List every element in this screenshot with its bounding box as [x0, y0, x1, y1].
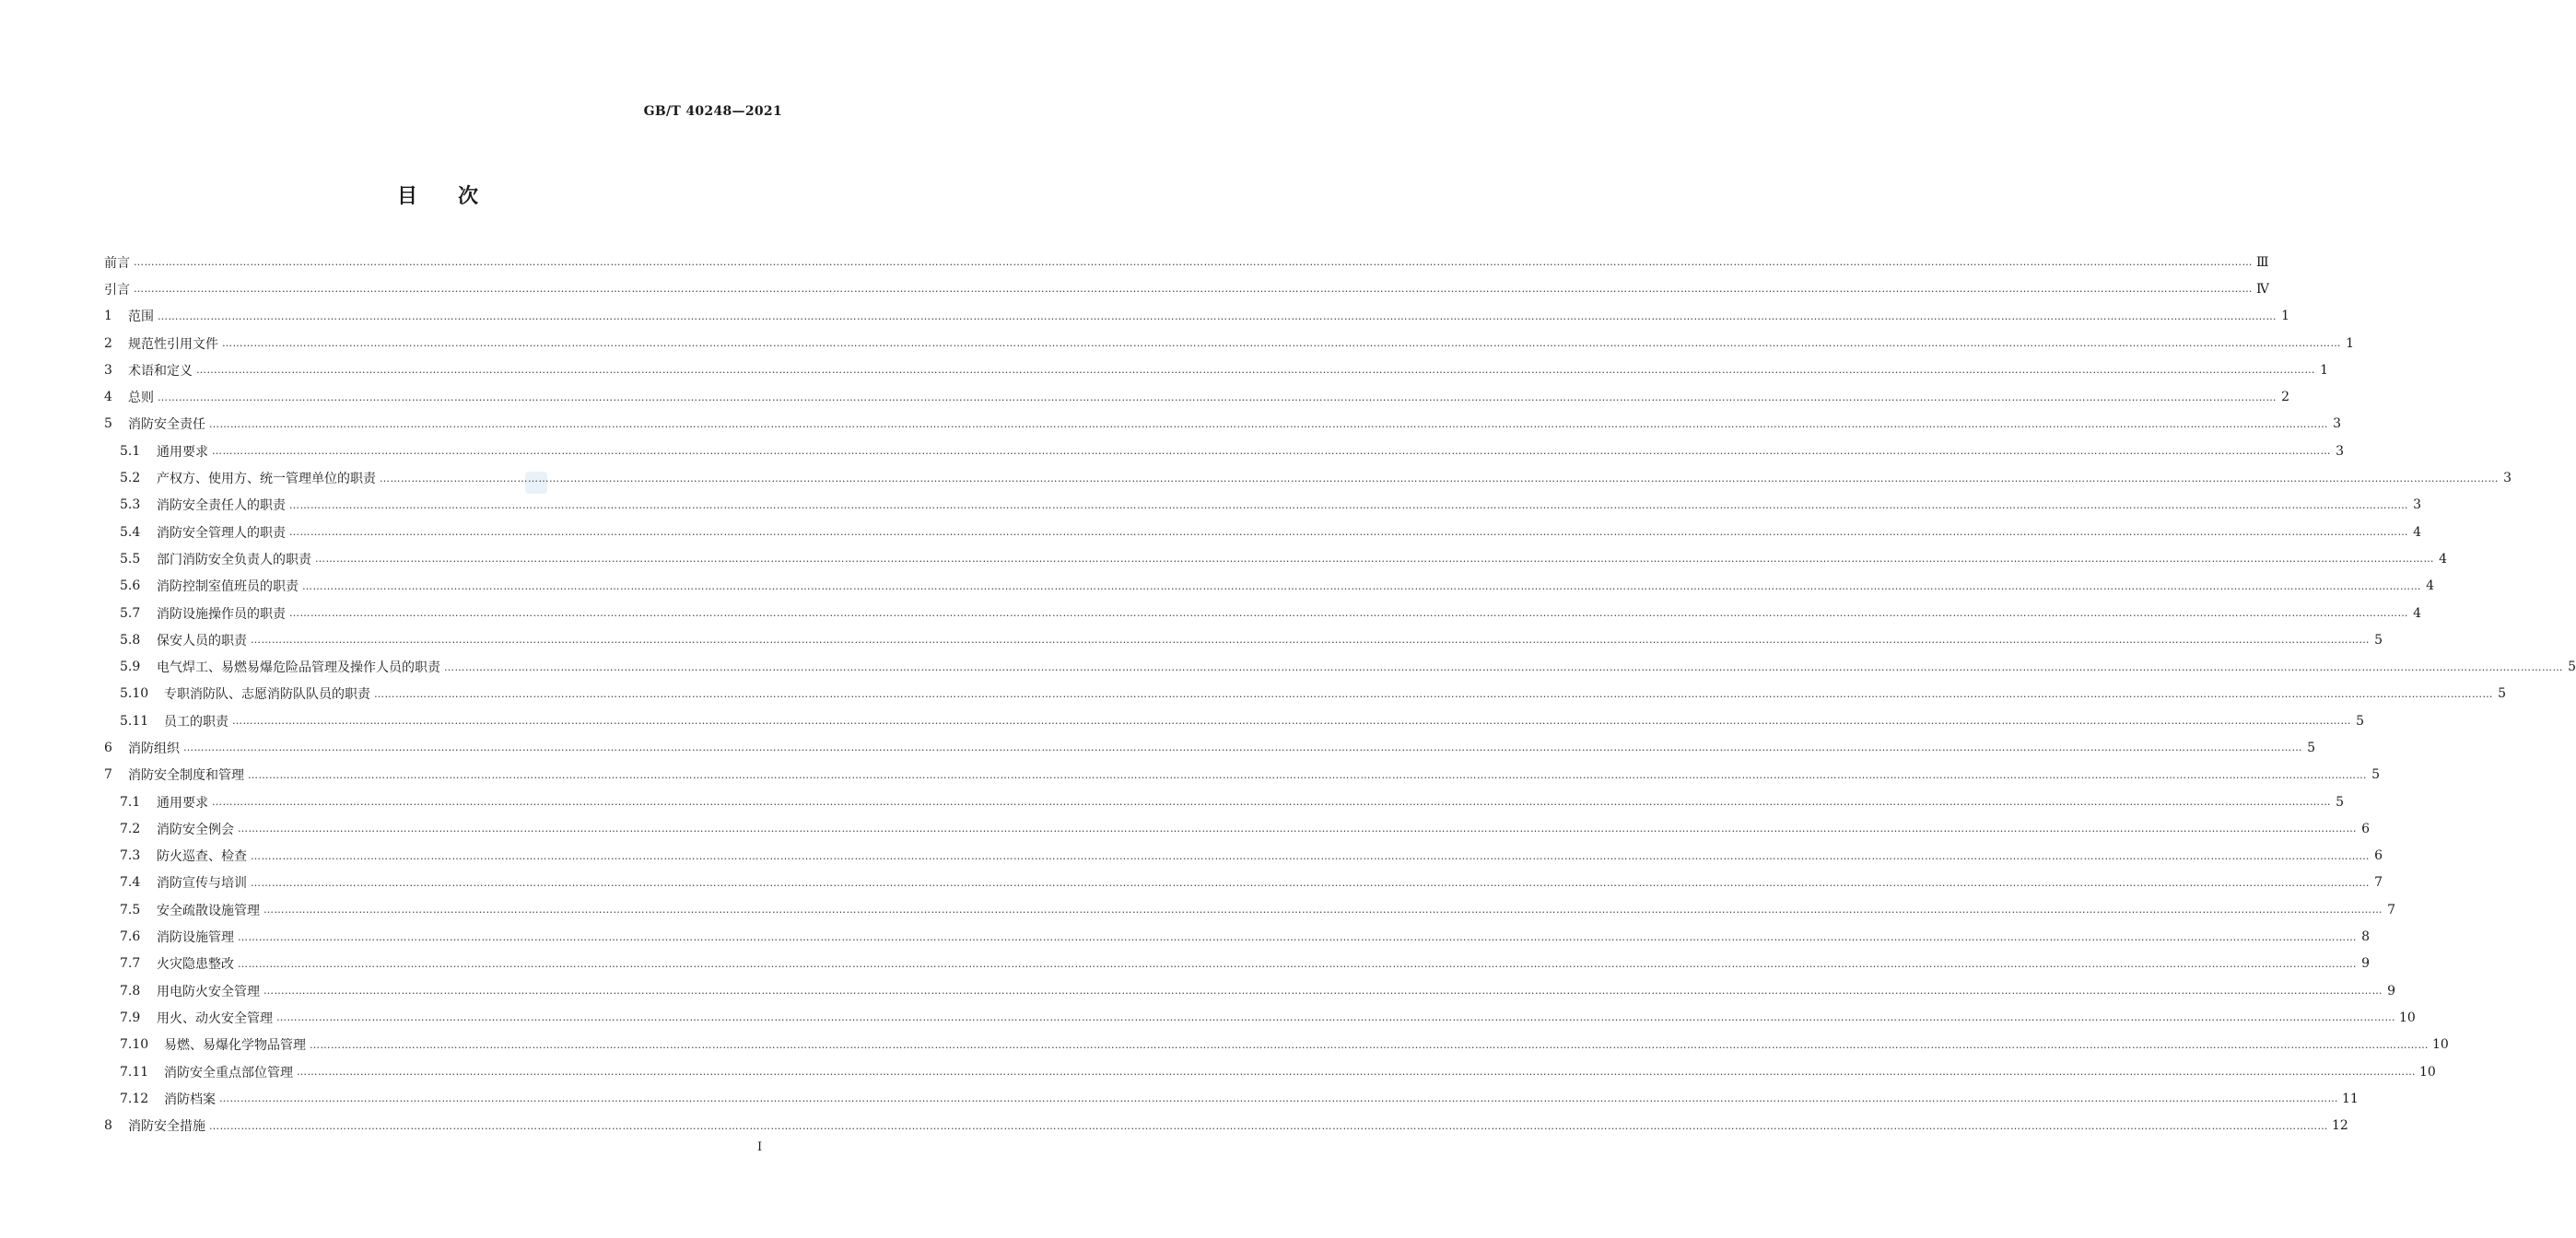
toc-leader-dots: ……………………………………………………………………………………………………………………………………………………………………………………………………………………………………………………………………………………………………………………………………………………………………………………………………………………………………………………………………………………………………………………………………………………	[374, 687, 2493, 700]
toc-entry-label: 消防宣传与培训	[157, 876, 247, 892]
toc-entry-number: 5.9	[120, 660, 141, 675]
toc-leader-dots: ……………………………………………………………………………………………………………………………………………………………………………………………………………………………………………………………………………………………………………………………………………………………………………………………………………………………………………………………………………………………………………………………………………………	[134, 283, 2253, 296]
toc-entry-page: 3	[2413, 497, 2421, 513]
toc-entry-page: 3	[2503, 471, 2512, 486]
footer-page-number: I	[757, 1140, 763, 1154]
toc-entry-number: 7.7	[120, 956, 141, 972]
toc-entry-label: 专职消防队、志愿消防队队员的职责	[164, 687, 370, 703]
toc-entry[interactable]	[104, 653, 2576, 680]
toc-entry-label: 产权方、使用方、统一管理单位的职责	[157, 472, 376, 487]
toc-entry-number: 2	[104, 335, 112, 351]
toc-entry-label: 范围	[128, 310, 154, 325]
toc-leader-dots: ……………………………………………………………………………………………………………………………………………………………………………………………………………………………………………………………………………………………………………………………………………………………………………………………………………………………………………………………………………………………………………………………………………………	[238, 957, 2357, 970]
toc-entry[interactable]	[104, 788, 2344, 815]
toc-entry-number: 7.12	[120, 1091, 149, 1106]
toc-entry-label: 消防组织	[128, 741, 180, 756]
toc-entry-label: 消防安全例会	[157, 822, 234, 837]
toc-entry-page: 6	[2361, 821, 2370, 836]
toc-entry-page: 5	[2307, 740, 2315, 755]
toc-entry-label: 消防安全管理人的职责	[157, 525, 286, 541]
toc-entry-number: 5.11	[120, 713, 149, 729]
toc-entry-page: 3	[2333, 416, 2341, 432]
toc-entry-number: 7.11	[120, 1064, 149, 1080]
toc-entry-page: 1	[2320, 362, 2328, 378]
toc-entry-number: 5.3	[120, 497, 141, 513]
toc-leader-dots: ……………………………………………………………………………………………………………………………………………………………………………………………………………………………………………………………………………………………………………………………………………………………………………………………………………………………………………………………………………………………………………………………………………………	[263, 904, 2383, 917]
toc-entry-label: 消防控制室值班员的职责	[157, 579, 299, 595]
toc-entry-page: 10	[2419, 1064, 2436, 1080]
toc-leader-dots: ……………………………………………………………………………………………………………………………………………………………………………………………………………………………………………………………………………………………………………………………………………………………………………………………………………………………………………………………………………………………………………………………………………………	[251, 634, 2370, 647]
toc-entry-label: 用电防火安全管理	[157, 984, 260, 999]
toc-entry[interactable]	[104, 707, 2364, 734]
toc-leader-dots: ……………………………………………………………………………………………………………………………………………………………………………………………………………………………………………………………………………………………………………………………………………………………………………………………………………………………………………………………………………………………………………………………………………………	[297, 1066, 2416, 1079]
toc-entry-number: 5.1	[120, 443, 141, 459]
toc-entry-page: 4	[2413, 605, 2421, 621]
toc-entry-number: 5.5	[120, 551, 141, 566]
toc-entry-page: 4	[2426, 578, 2434, 594]
toc-entry[interactable]	[104, 1004, 2416, 1031]
toc-entry[interactable]	[104, 626, 2383, 653]
toc-entry[interactable]	[104, 411, 2341, 438]
toc-entry-label: 通用要求	[157, 795, 208, 811]
toc-entry-number: 7.4	[120, 875, 141, 891]
toc-entry[interactable]	[104, 870, 2383, 896]
toc-entry-page: 10	[2432, 1037, 2449, 1053]
toc-entry[interactable]	[104, 1032, 2449, 1058]
toc-leader-dots: ……………………………………………………………………………………………………………………………………………………………………………………………………………………………………………………………………………………………………………………………………………………………………………………………………………………………………………………………………………………………………………………………………………………	[289, 526, 2408, 539]
toc-entry[interactable]	[104, 303, 2289, 330]
toc-leader-dots: ……………………………………………………………………………………………………………………………………………………………………………………………………………………………………………………………………………………………………………………………………………………………………………………………………………………………………………………………………………………………………………………………………………………	[212, 796, 2331, 809]
toc-entry-page: 9	[2361, 956, 2370, 972]
toc-entry-label: 用火、动火安全管理	[157, 1010, 273, 1026]
toc-leader-dots: ……………………………………………………………………………………………………………………………………………………………………………………………………………………………………………………………………………………………………………………………………………………………………………………………………………………………………………………………………………………………………………………………………………………	[444, 660, 2563, 673]
toc-entry-label: 总则	[128, 391, 154, 406]
toc-leader-dots: ……………………………………………………………………………………………………………………………………………………………………………………………………………………………………………………………………………………………………………………………………………………………………………………………………………………………………………………………………………………………………………………………………………………	[212, 445, 2331, 458]
toc-entry-label: 消防安全责任	[128, 417, 205, 433]
table-of-contents	[104, 249, 2576, 1139]
toc-entry-number: 5.10	[120, 686, 149, 702]
toc-leader-dots: ……………………………………………………………………………………………………………………………………………………………………………………………………………………………………………………………………………………………………………………………………………………………………………………………………………………………………………………………………………………………………………………………………………………	[232, 715, 2351, 728]
toc-entry-label: 电气焊工、易燃易爆危险品管理及操作人员的职责	[157, 660, 440, 676]
toc-entry[interactable]	[104, 438, 2344, 464]
toc-entry-number: 7	[104, 767, 112, 783]
toc-leader-dots: ……………………………………………………………………………………………………………………………………………………………………………………………………………………………………………………………………………………………………………………………………………………………………………………………………………………………………………………………………………………………………………………………………………………	[263, 985, 2383, 998]
toc-entry[interactable]	[104, 923, 2370, 950]
toc-entry-number: 5.6	[120, 578, 141, 594]
toc-entry-number: 7.8	[120, 983, 141, 999]
toc-entry-label: 消防安全重点部位管理	[164, 1065, 293, 1080]
toc-entry-number: 7.1	[120, 794, 141, 810]
toc-entry[interactable]	[104, 330, 2354, 356]
toc-entry-page: 5	[2374, 632, 2383, 648]
toc-entry-number: 1	[104, 309, 112, 324]
toc-entry[interactable]	[104, 977, 2395, 1004]
toc-entry-number: 4	[104, 390, 112, 405]
toc-leader-dots: ……………………………………………………………………………………………………………………………………………………………………………………………………………………………………………………………………………………………………………………………………………………………………………………………………………………………………………………………………………………………………………………………………………………	[380, 472, 2499, 485]
toc-entry-number: 5.2	[120, 471, 141, 486]
toc-entry[interactable]	[104, 1058, 2436, 1085]
toc-leader-dots: ……………………………………………………………………………………………………………………………………………………………………………………………………………………………………………………………………………………………………………………………………………………………………………………………………………………………………………………………………………………………………………………………………………………	[158, 391, 2277, 403]
toc-entry[interactable]	[104, 275, 2269, 302]
toc-entry-label: 安全疏散设施管理	[157, 903, 260, 918]
toc-entry[interactable]	[104, 734, 2315, 761]
toc-entry-page: 5	[2498, 686, 2506, 702]
page-title: 目 次	[396, 185, 478, 208]
toc-entry-page: 1	[2281, 309, 2289, 324]
toc-entry-label: 消防安全措施	[128, 1119, 205, 1135]
toc-leader-dots: ……………………………………………………………………………………………………………………………………………………………………………………………………………………………………………………………………………………………………………………………………………………………………………………………………………………………………………………………………………………………………………………………………………………	[183, 742, 2302, 754]
toc-entry-number: 5	[104, 416, 112, 432]
toc-leader-dots: ……………………………………………………………………………………………………………………………………………………………………………………………………………………………………………………………………………………………………………………………………………………………………………………………………………………………………………………………………………………………………………………………………………………	[158, 310, 2277, 322]
toc-entry-page: 11	[2342, 1091, 2359, 1106]
toc-leader-dots: ……………………………………………………………………………………………………………………………………………………………………………………………………………………………………………………………………………………………………………………………………………………………………………………………………………………………………………………………………………………………………………………………………………………	[196, 364, 2315, 377]
toc-leader-dots: ……………………………………………………………………………………………………………………………………………………………………………………………………………………………………………………………………………………………………………………………………………………………………………………………………………………………………………………………………………………………………………………………………………………	[134, 256, 2253, 269]
toc-entry-label: 前言	[104, 255, 130, 271]
toc-entry-number: 8	[104, 1118, 112, 1134]
toc-entry-number: 5.4	[120, 524, 141, 540]
toc-entry-page: 9	[2387, 983, 2395, 999]
toc-entry-number: 3	[104, 362, 112, 378]
toc-entry-page: 2	[2281, 390, 2289, 405]
toc-leader-dots: ……………………………………………………………………………………………………………………………………………………………………………………………………………………………………………………………………………………………………………………………………………………………………………………………………………………………………………………………………………………………………………………………………………………	[209, 417, 2328, 430]
toc-entry[interactable]	[104, 492, 2421, 519]
toc-entry-page: 10	[2399, 1010, 2416, 1025]
toc-leader-dots: ……………………………………………………………………………………………………………………………………………………………………………………………………………………………………………………………………………………………………………………………………………………………………………………………………………………………………………………………………………………………………………………………………………………	[251, 876, 2370, 889]
toc-entry-label: 消防设施操作员的职责	[157, 606, 286, 622]
toc-entry-number: 7.9	[120, 1010, 141, 1025]
toc-entry-page: 5	[2371, 767, 2380, 783]
toc-entry-label: 消防安全制度和管理	[128, 768, 244, 784]
toc-entry-label: 消防设施管理	[157, 930, 234, 946]
toc-leader-dots: ……………………………………………………………………………………………………………………………………………………………………………………………………………………………………………………………………………………………………………………………………………………………………………………………………………………………………………………………………………………………………………………………………………………	[302, 579, 2421, 592]
toc-entry-page: 1	[2346, 335, 2354, 351]
toc-entry-page: 4	[2439, 551, 2447, 566]
toc-entry-page: 6	[2374, 848, 2383, 864]
toc-entry-page: Ⅳ	[2256, 281, 2269, 297]
toc-leader-dots: ……………………………………………………………………………………………………………………………………………………………………………………………………………………………………………………………………………………………………………………………………………………………………………………………………………………………………………………………………………………………………………………………………………………	[251, 849, 2370, 862]
toc-leader-dots: ……………………………………………………………………………………………………………………………………………………………………………………………………………………………………………………………………………………………………………………………………………………………………………………………………………………………………………………………………………………………………………………………………………………	[219, 1092, 2338, 1105]
toc-entry[interactable]	[104, 356, 2328, 383]
toc-entry[interactable]	[104, 383, 2289, 410]
toc-entry[interactable]	[104, 896, 2395, 923]
toc-leader-dots: ……………………………………………………………………………………………………………………………………………………………………………………………………………………………………………………………………………………………………………………………………………………………………………………………………………………………………………………………………………………………………………………………………………………	[289, 498, 2408, 511]
toc-entry[interactable]	[104, 815, 2370, 842]
toc-entry-number: 7.5	[120, 902, 141, 917]
toc-entry-label: 消防档案	[164, 1092, 216, 1107]
toc-entry-page: 7	[2374, 875, 2383, 891]
toc-entry-label: 术语和定义	[128, 363, 193, 379]
toc-leader-dots: ……………………………………………………………………………………………………………………………………………………………………………………………………………………………………………………………………………………………………………………………………………………………………………………………………………………………………………………………………………………………………………………………………………………	[238, 823, 2357, 835]
toc-entry-page: 5	[2336, 794, 2344, 810]
toc-entry-label: 防火巡查、检查	[157, 849, 247, 865]
toc-entry-page: 5	[2568, 660, 2576, 675]
toc-entry-number: 7.2	[120, 821, 141, 836]
toc-entry-label: 规范性引用文件	[128, 336, 218, 352]
toc-entry-label: 保安人员的职责	[157, 633, 247, 648]
toc-entry-page: 5	[2356, 713, 2364, 729]
toc-leader-dots: ……………………………………………………………………………………………………………………………………………………………………………………………………………………………………………………………………………………………………………………………………………………………………………………………………………………………………………………………………………………………………………………………………………………	[315, 553, 2434, 566]
toc-entry[interactable]	[104, 573, 2434, 600]
standard-code: GB/T 40248—2021	[643, 104, 782, 119]
toc-entry-label: 消防安全责任人的职责	[157, 498, 286, 514]
toc-leader-dots: ……………………………………………………………………………………………………………………………………………………………………………………………………………………………………………………………………………………………………………………………………………………………………………………………………………………………………………………………………………………………………………………………………………………	[209, 1119, 2328, 1132]
toc-entry-number: 6	[104, 740, 112, 755]
toc-entry-page: 7	[2387, 902, 2395, 917]
toc-entry[interactable]	[104, 843, 2383, 870]
toc-leader-dots: ……………………………………………………………………………………………………………………………………………………………………………………………………………………………………………………………………………………………………………………………………………………………………………………………………………………………………………………………………………………………………………………………………………………	[289, 607, 2408, 619]
toc-entry-page: 4	[2413, 524, 2421, 540]
toc-entry-label: 易燃、易爆化学物品管理	[164, 1038, 306, 1054]
toc-entry-page: 8	[2361, 929, 2370, 945]
toc-leader-dots: ……………………………………………………………………………………………………………………………………………………………………………………………………………………………………………………………………………………………………………………………………………………………………………………………………………………………………………………………………………………………………………………………………………………	[238, 930, 2357, 943]
toc-entry[interactable]	[104, 1085, 2359, 1112]
toc-entry-label: 引言	[104, 282, 130, 298]
toc-entry[interactable]	[104, 681, 2506, 707]
toc-entry[interactable]	[104, 545, 2447, 572]
toc-entry[interactable]	[104, 951, 2370, 977]
toc-entry-number: 7.10	[120, 1037, 149, 1053]
toc-entry-page: 12	[2332, 1118, 2348, 1134]
toc-entry-label: 火灾隐患整改	[157, 957, 234, 973]
toc-entry[interactable]	[104, 1113, 2348, 1139]
toc-entry-label: 部门消防安全负责人的职责	[157, 552, 311, 567]
toc-entry-label: 员工的职责	[164, 714, 228, 730]
toc-entry-page: Ⅲ	[2256, 254, 2269, 270]
toc-entry-number: 7.3	[120, 848, 141, 864]
toc-entry-number: 7.6	[120, 929, 141, 945]
toc-entry-page: 3	[2336, 443, 2344, 459]
toc-entry-number: 5.8	[120, 632, 141, 648]
toc-leader-dots: ……………………………………………………………………………………………………………………………………………………………………………………………………………………………………………………………………………………………………………………………………………………………………………………………………………………………………………………………………………………………………………………………………………………	[276, 1011, 2395, 1024]
toc-entry[interactable]	[104, 600, 2421, 626]
toc-leader-dots: ……………………………………………………………………………………………………………………………………………………………………………………………………………………………………………………………………………………………………………………………………………………………………………………………………………………………………………………………………………………………………………………………………………………	[222, 337, 2341, 350]
toc-entry[interactable]	[104, 249, 2269, 275]
toc-entry-label: 通用要求	[157, 444, 208, 460]
toc-leader-dots: ……………………………………………………………………………………………………………………………………………………………………………………………………………………………………………………………………………………………………………………………………………………………………………………………………………………………………………………………………………………………………………………………………………………	[248, 768, 2367, 781]
toc-entry[interactable]	[104, 464, 2512, 491]
toc-entry-number: 5.7	[120, 605, 141, 621]
toc-entry[interactable]	[104, 762, 2380, 788]
toc-leader-dots: ……………………………………………………………………………………………………………………………………………………………………………………………………………………………………………………………………………………………………………………………………………………………………………………………………………………………………………………………………………………………………………………………………………………	[310, 1038, 2429, 1051]
toc-entry[interactable]	[104, 519, 2421, 545]
